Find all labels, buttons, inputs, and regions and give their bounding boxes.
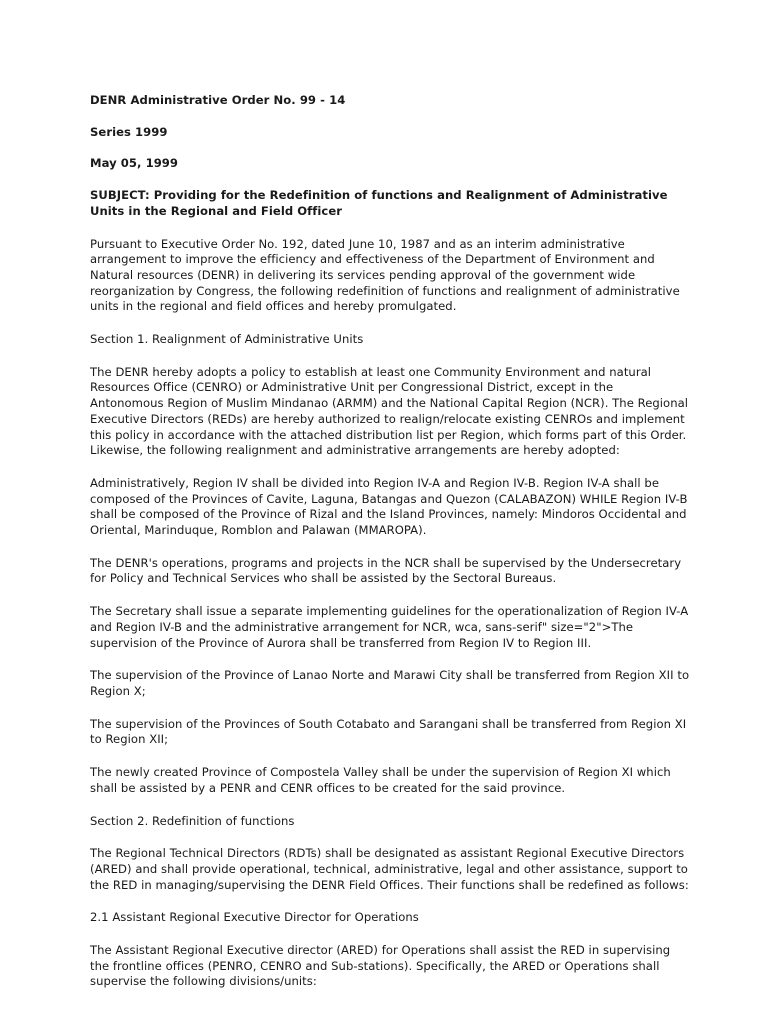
document-date: May 05, 1999	[90, 156, 179, 171]
subsection-heading-2-1: 2.1 Assistant Regional Executive Director for Operations	[90, 910, 419, 925]
paragraph-lanao: The supervision of the Province of Lanao Norte and Marawi City shall be transferred from Region XII to Region X;	[90, 668, 690, 698]
document-page	[90, 93, 690, 990]
paragraph-preamble: Pursuant to Executive Order No. 192, dated June 10, 1987 and as an interim administrative arrangement to improve the efficiency and effectiveness of the Department of Environment and Natural resources (DENR) in delivering its services pending approval of the government wide reorganization by Congress, the following redefinition of functions and realignment of administrative units in the regional and field offices and hereby promulgated.	[90, 236, 680, 314]
paragraph-ared-operations: The Assistant Regional Executive director (ARED) for Operations shall assist the RED in supervising the frontline offices (PENRO, CENRO and Sub-stations). Specifically, the ARED or Operations shall supervise the following divisions/units:	[90, 943, 671, 989]
section-heading-2: Section 2. Redefinition of functions	[90, 813, 295, 828]
paragraph-rdt: The Regional Technical Directors (RDTs) shall be designated as assistant Regional Executive Directors (ARED) and shall provide operational, technical, administrative, legal and other assistance, support to the RED in managing/supervising the DENR Field Offices. Their functions shall be redefined as follows:	[90, 846, 689, 892]
paragraph-ncr: The DENR's operations, programs and projects in the NCR shall be supervised by the Undersecretary for Policy and Technical Services who shall be assisted by the Sectoral Bureaus.	[90, 555, 682, 586]
section-heading-1: Section 1. Realignment of Administrative Units	[90, 332, 364, 347]
paragraph-cenro-policy: The DENR hereby adopts a policy to establish at least one Community Environment and natural Resources Office (CENRO) or Administrative Unit per Congressional District, except in the Antonomous Region of Muslim Mindanao (ARMM) and the National Capital Region (NCR). The Regional Executive Directors (REDs) are hereby authorized to realign/relocate existing CENROs and implement this policy in accordance with the attached distribution list per Region, which forms part of this Order. Likewise, the following realignment and administrative arrangements are hereby adopted:	[90, 364, 689, 458]
paragraph-compostela: The newly created Province of Compostela Valley shall be under the supervision of Region XI which shall be assisted by a PENR and CENR offices to be created for the said province.	[90, 765, 671, 795]
paragraph-guidelines: The Secretary shall issue a separate implementing guidelines for the operationalization of Region IV-A and Region IV-B and the administrative arrangement for NCR, wca, sans-serif" size="2">The supervision of the Province of Aurora shall be transferred from Region IV to Region III.	[90, 604, 689, 650]
document-subject: SUBJECT: Providing for the Redefinition of functions and Realignment of Administrative Units in the Regional and Field Officer	[90, 188, 668, 218]
paragraph-region-iv: Administratively, Region IV shall be divided into Region IV-A and Region IV-B. Region IV-A shall be composed of the Provinces of Cavite, Laguna, Batangas and Quezon (CALABAZON) WHILE Region IV-B shall be composed of the Province of Rizal and the Island Provinces, namely: Mindoros Occidental and Oriental, Marinduque, Romblon and Palawan (MMAROPA).	[90, 475, 688, 538]
paragraph-cotabato: The supervision of the Provinces of South Cotabato and Sarangani shall be transferred from Region XI to Region XII;	[90, 716, 687, 747]
document-series: Series 1999	[90, 124, 168, 139]
document-title: DENR Administrative Order No. 99 - 14	[90, 93, 346, 107]
